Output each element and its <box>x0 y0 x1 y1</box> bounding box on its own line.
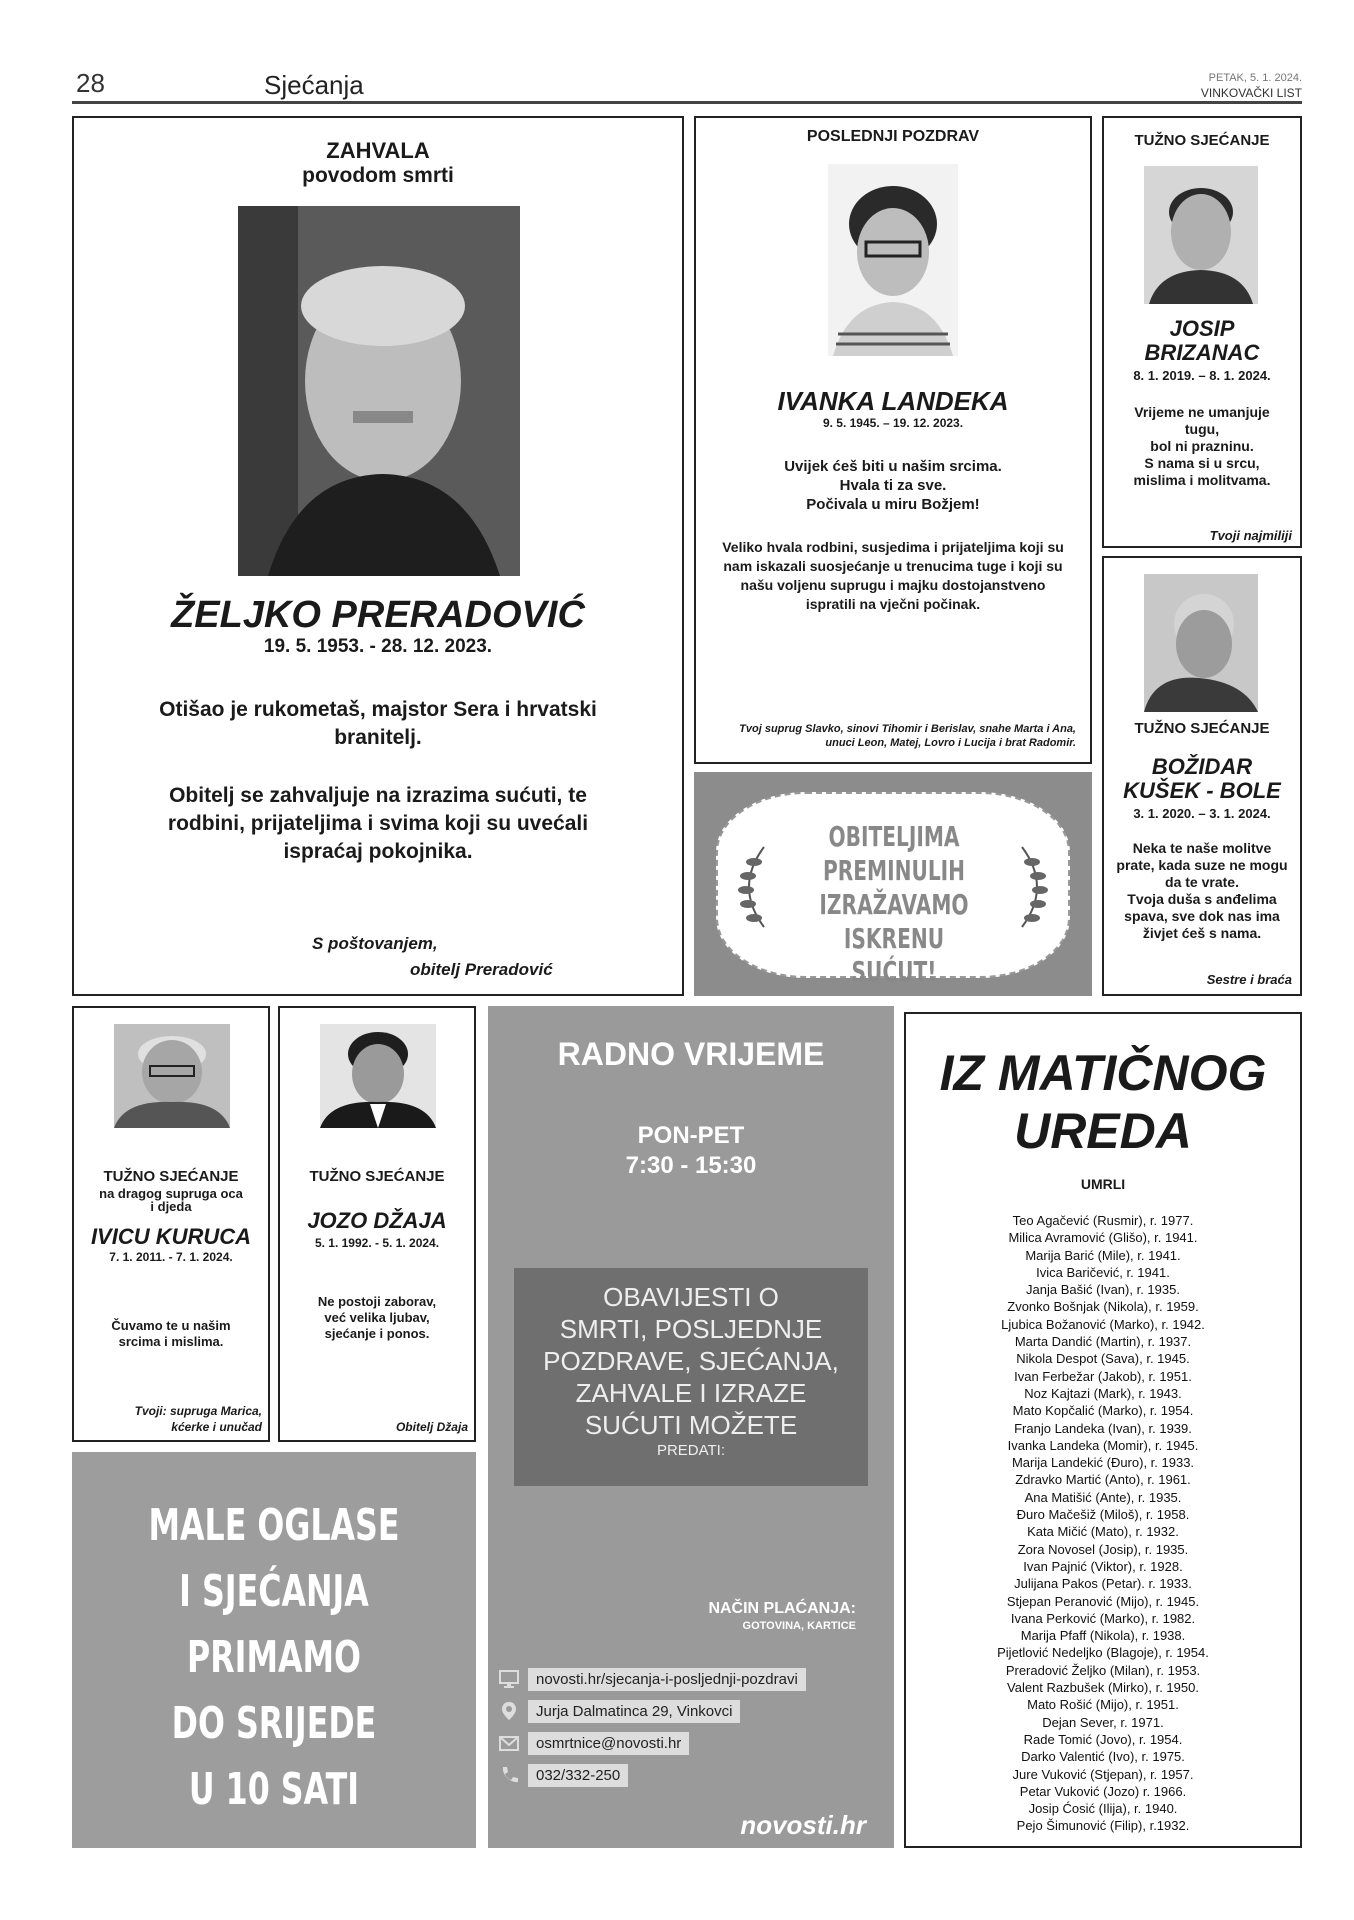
location-pin-icon <box>498 1700 520 1722</box>
bozidar-photo <box>1144 574 1258 712</box>
deceased-entry: Noz Kajtazi (Mark), r. 1943. <box>1024 1385 1182 1401</box>
radno-hours: 7:30 - 15:30 <box>625 1152 757 1179</box>
deceased-entry: Ana Matišić (Ante), r. 1935. <box>1024 1489 1182 1505</box>
zahvala-sign1: S poštovanjem, <box>312 934 438 953</box>
ads-line4: DO SRIJEDE <box>171 1698 377 1749</box>
ivica-name: IVICU KURUCA <box>90 1224 252 1249</box>
section-title: Sjećanja <box>264 70 364 100</box>
deceased-entry: Janja Bašić (Ivan), r. 1935. <box>1026 1282 1180 1298</box>
ads-banner <box>72 1452 476 1848</box>
deceased-entry: Marija Pfaff (Nikola), r. 1938. <box>1020 1628 1186 1644</box>
maticni-sub: UMRLI <box>1080 1176 1126 1192</box>
ivica-sign2: kćerke i unučad <box>171 1420 262 1434</box>
jozo-sign: Obitelj Džaja <box>395 1420 468 1434</box>
ads-line5: U 10 SATI <box>188 1764 360 1815</box>
deceased-entry: Josip Ćosić (Ilija), r. 1940. <box>1028 1801 1178 1817</box>
bozidar-l6: živjet ćeš s nama. <box>1142 925 1262 941</box>
deceased-entry: Marija Barić (Mile), r. 1941. <box>1025 1247 1181 1263</box>
josip-name2: BRIZANAC <box>1144 340 1260 365</box>
ivica-notice <box>72 1006 270 1442</box>
ivica-l1: Čuvamo te u našim <box>111 1318 231 1333</box>
condolence-line4: ISKRENU SUĆUT! <box>843 922 945 988</box>
zahvala-subtitle: povodom smrti <box>302 164 454 187</box>
deceased-entry: Mato Rošić (Mijo), r. 1951. <box>1027 1697 1179 1713</box>
contact-phone-label[interactable]: 032/332-250 <box>528 1764 628 1787</box>
info-line2: SMRTI, POSLJEDNJE <box>559 1314 823 1344</box>
radno-days: PON-PET <box>637 1122 745 1149</box>
bozidar-l5: spava, sve dok nas ima <box>1124 908 1280 924</box>
jozo-notice <box>278 1006 476 1442</box>
deceased-entry: Pijetlović Nedeljko (Blagoje), r. 1954. <box>997 1645 1209 1661</box>
bozidar-l4: Tvoja duša s anđelima <box>1127 891 1277 907</box>
ads-line2: I SJEĆANJA <box>179 1566 369 1617</box>
josip-l1: Vrijeme ne umanjuje <box>1134 404 1270 420</box>
josip-l2: tugu, <box>1184 421 1220 437</box>
jozo-dates: 5. 1. 1992. - 5. 1. 2024. <box>314 1236 440 1250</box>
radno-title: RADNO VRIJEME <box>557 1036 825 1072</box>
josip-photo <box>1144 166 1258 304</box>
jozo-l2: već velika ljubav, <box>324 1310 430 1325</box>
deceased-entry: Petar Vuković (Jozo) r. 1966. <box>1019 1783 1187 1799</box>
deceased-entry: Pejo Šimunović (Filip), r.1932. <box>1016 1818 1190 1834</box>
deceased-entry: Marija Landekić (Đuro), r. 1933. <box>1011 1455 1195 1471</box>
ivica-sign1: Tvoji: supruga Marica, <box>134 1404 262 1418</box>
info-line4: ZAHVALE I IZRAZE <box>575 1378 807 1408</box>
deceased-entry: Rade Tomić (Jovo), r. 1954. <box>1023 1731 1183 1747</box>
zahvala-notice <box>72 116 684 996</box>
header-rule <box>72 101 1302 104</box>
zahvala-title: ZAHVALA <box>326 138 430 163</box>
zahvala-name: ŽELJKO PRERADOVIĆ <box>171 594 585 636</box>
josip-l3: bol ni prazninu. <box>1150 438 1254 454</box>
deceased-entry: Ivanka Landeka (Momir), r. 1945. <box>1007 1437 1199 1453</box>
deceased-entry: Ivica Baričević, r. 1941. <box>1036 1264 1170 1280</box>
contact-address <box>498 1698 740 1724</box>
zahvala-sign2: obitelj Preradović <box>410 960 553 979</box>
condolence-line3: IZRAŽAVAMO <box>819 888 969 921</box>
pozdrav-line3: Počivala u miru Božjem! <box>806 496 980 513</box>
info-line6: PREDATI: <box>656 1442 726 1459</box>
zeljko-photo <box>238 206 520 576</box>
contact-email-label[interactable]: osmrtnice@novosti.hr <box>528 1732 689 1755</box>
deceased-list <box>906 1212 1300 1835</box>
josip-title: TUŽNO SJEĆANJE <box>1134 132 1270 149</box>
bozidar-sign: Sestre i braća <box>1206 972 1292 987</box>
novosti-logo: novosti.hr <box>740 1810 866 1840</box>
condolence-banner <box>694 772 1092 996</box>
ivica-sub1: na dragog supruga oca <box>99 1186 243 1201</box>
deceased-entry: Zdravko Martić (Anto), r. 1961. <box>1015 1472 1191 1488</box>
deceased-entry: Franjo Landeka (Ivan), r. 1939. <box>1014 1420 1192 1436</box>
laurel-left-icon <box>724 842 784 932</box>
deceased-entry: Dejan Sever, r. 1971. <box>1042 1714 1164 1730</box>
payment-methods: GOTOVINA, KARTICE <box>742 1620 856 1632</box>
deceased-entry: Nikola Despot (Sava), r. 1945. <box>1016 1351 1190 1367</box>
info-line5: SUĆUTI MOŽETE <box>584 1410 798 1440</box>
deceased-entry: Teo Agačević (Rusmir), r. 1977. <box>1012 1213 1194 1228</box>
info-box <box>514 1268 868 1486</box>
deceased-entry: Đuro Mačešiž (Miloš), r. 1958. <box>1016 1507 1190 1523</box>
page-number: 28 <box>76 68 105 98</box>
josip-dates: 8. 1. 2019. – 8. 1. 2024. <box>1133 368 1271 383</box>
bozidar-l3: da te vrate. <box>1165 874 1239 890</box>
contact-web[interactable] <box>498 1666 806 1692</box>
jozo-title: TUŽNO SJEĆANJE <box>309 1168 445 1185</box>
pozdrav-sign: Tvoj suprug Slavko, sinovi Tihomir i Berislav, snahe Marta i Ana, unuci Leon, Matej, Lovro i Lucija i brat Radomir. <box>739 723 1076 749</box>
bozidar-l1: Neka te naše molitve <box>1132 840 1272 856</box>
pozdrav-notice <box>694 116 1092 764</box>
jozo-l3: sjećanje i ponos. <box>324 1326 430 1341</box>
pozdrav-line1: Uvijek ćeš biti u našim srcima. <box>784 458 1002 475</box>
deceased-entry: Preradović Željko (Milan), r. 1953. <box>1005 1662 1201 1678</box>
condolence-line1: OBITELJIMA <box>828 820 960 853</box>
bozidar-name2: KUŠEK - BOLE <box>1123 778 1281 803</box>
deceased-entry: Zora Novosel (Josip), r. 1935. <box>1017 1541 1189 1557</box>
zahvala-text2: Obitelj se zahvaljuje na izrazima sućuti, te rodbini, prijateljima i svima koji su uvećali ispraćaj pokojnika. <box>167 784 589 863</box>
bozidar-name1: BOŽIDAR <box>1151 754 1253 779</box>
phone-icon <box>498 1764 520 1786</box>
deceased-entry: Kata Mičić (Mato), r. 1932. <box>1027 1524 1179 1540</box>
zahvala-text1: Otišao je rukometaš, majstor Sera i hrvatski branitelj. <box>159 698 597 749</box>
bozidar-l2: prate, kada suze ne mogu <box>1116 857 1288 873</box>
deceased-entry: Mato Kopčalić (Marko), r. 1954. <box>1012 1403 1194 1419</box>
jozo-photo <box>320 1024 436 1128</box>
josip-l4: S nama si u srcu, <box>1144 455 1260 471</box>
josip-sign: Tvoji najmiliji <box>1209 528 1292 543</box>
deceased-entry: Valent Razbušek (Mirko), r. 1950. <box>1007 1680 1199 1696</box>
ivica-l2: srcima i mislima. <box>118 1334 224 1349</box>
ads-line3: PRIMAMO <box>187 1632 361 1683</box>
maticni-title2: UREDA <box>1014 1103 1192 1159</box>
pozdrav-text: Veliko hvala rodbini, susjedima i prijateljima koji su nam iskazali suosjećanje u trenucima tuge i koji su našu voljenu suprugu i majku dostojanstveno ispratili na vječni počinak. <box>722 539 1064 612</box>
deceased-entry: Ivan Ferbežar (Jakob), r. 1951. <box>1014 1368 1192 1384</box>
header-date: PETAK, 5. 1. 2024. <box>1208 72 1302 84</box>
deceased-entry: Ljubica Božanović (Marko), r. 1942. <box>1001 1316 1205 1332</box>
deceased-entry: Stjepan Peranović (Mijo), r. 1945. <box>1006 1593 1200 1609</box>
bozidar-title: TUŽNO SJEĆANJE <box>1134 720 1270 737</box>
condolence-line2: PREMINULIH <box>822 854 966 887</box>
jozo-l1: Ne postoji zaborav, <box>317 1294 437 1309</box>
radno-panel <box>488 1006 894 1848</box>
pozdrav-name: IVANKA LANDEKA <box>777 386 1009 416</box>
deceased-entry: Zvonko Bošnjak (Nikola), r. 1959. <box>1007 1299 1199 1315</box>
deceased-entry: Julijana Pakos (Petar). r. 1933. <box>1014 1576 1192 1592</box>
pozdrav-line2: Hvala ti za sve. <box>839 477 947 494</box>
jozo-name: JOZO DŽAJA <box>307 1208 447 1233</box>
deceased-entry: Darko Valentić (Ivo), r. 1975. <box>1021 1749 1185 1765</box>
deceased-entry: Jure Vuković (Stjepan), r. 1957. <box>1012 1766 1194 1782</box>
contact-email[interactable] <box>498 1730 689 1756</box>
pozdrav-dates: 9. 5. 1945. – 19. 12. 2023. <box>822 416 964 430</box>
contact-phone[interactable] <box>498 1762 628 1788</box>
maticni-title1: IZ MATIČNOG <box>939 1045 1267 1101</box>
josip-notice <box>1102 116 1302 548</box>
contact-web-label[interactable]: novosti.hr/sjecanja-i-posljednji-pozdravi <box>528 1668 806 1691</box>
ivica-title: TUŽNO SJEĆANJE <box>103 1168 239 1185</box>
laurel-right-icon <box>1002 842 1062 932</box>
pozdrav-title: POSLEDNJI POZDRAV <box>806 128 980 145</box>
info-line1: OBAVIJESTI O <box>603 1282 779 1312</box>
josip-name1: JOSIP <box>1169 316 1235 341</box>
ivica-photo <box>114 1024 230 1128</box>
info-line3: POZDRAVE, SJEĆANJA, <box>543 1346 839 1376</box>
maticni-panel <box>904 1012 1302 1848</box>
ivica-sub2: i djeda <box>150 1199 192 1214</box>
josip-l5: mislima i molitvama. <box>1133 472 1271 488</box>
header-paper: VINKOVAČKI LIST <box>1200 86 1302 100</box>
bozidar-notice <box>1102 556 1302 996</box>
deceased-entry: Ivana Perković (Marko), r. 1982. <box>1010 1610 1196 1626</box>
ivanka-photo <box>828 164 958 356</box>
deceased-entry: Ivan Pajnić (Viktor), r. 1928. <box>1023 1558 1183 1574</box>
payment-title: NAČIN PLAĆANJA: <box>708 1600 856 1617</box>
deceased-entry: Milica Avramović (Glišo), r. 1941. <box>1008 1230 1198 1246</box>
bozidar-dates: 3. 1. 2020. – 3. 1. 2024. <box>1133 806 1271 821</box>
ads-line1: MALE OGLASE <box>148 1500 400 1551</box>
contact-address-label: Jurja Dalmatinca 29, Vinkovci <box>528 1700 740 1723</box>
deceased-entry: Marta Dandić (Martin), r. 1937. <box>1014 1334 1192 1350</box>
ivica-dates: 7. 1. 2011. - 7. 1. 2024. <box>109 1250 233 1264</box>
envelope-icon <box>498 1732 520 1754</box>
monitor-icon <box>498 1668 520 1690</box>
zahvala-dates: 19. 5. 1953. - 28. 12. 2023. <box>263 636 493 657</box>
